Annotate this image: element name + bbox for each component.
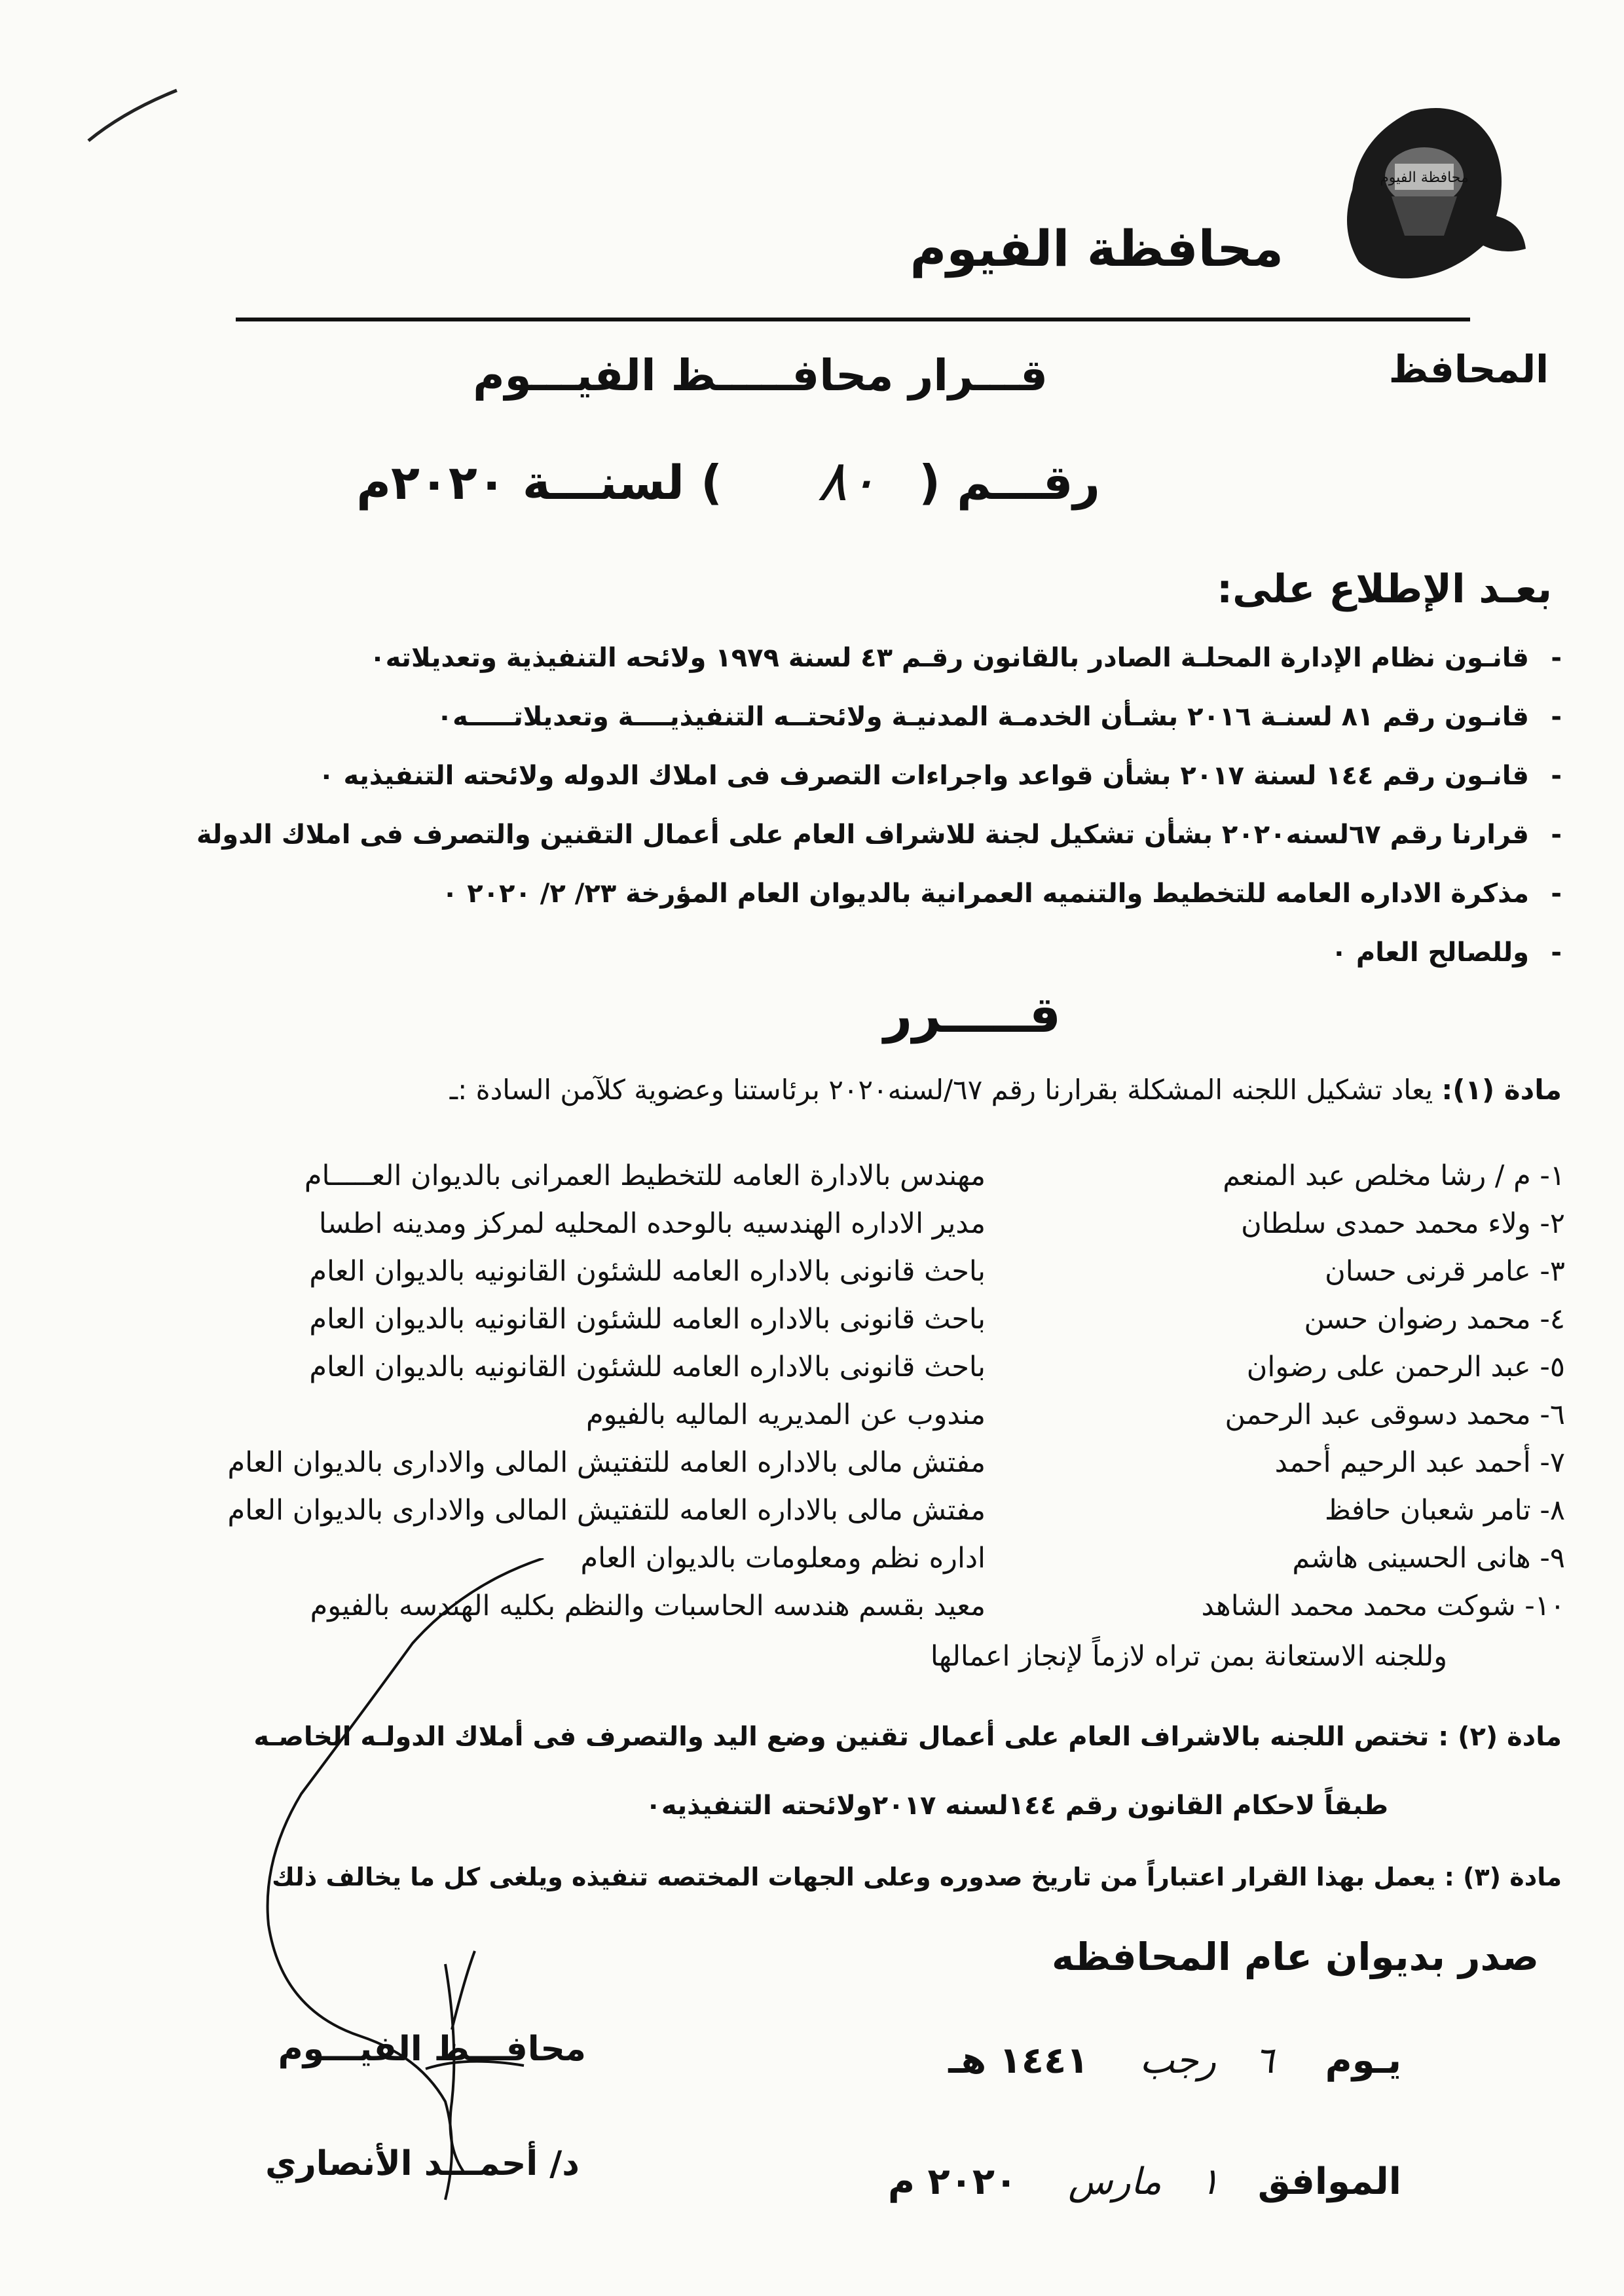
hijri-date-line — [948, 2039, 1401, 2082]
member-role: مهندس بالادارة العامه للتخطيط العمرانى بالديوان العـــــام — [304, 1159, 986, 1192]
member-name: ١- م / رشا مخلص عبد المنعم — [1223, 1159, 1565, 1192]
article-2-text: تختص اللجنه بالاشراف العام على أعمال تقنين وضع اليد والتصرف فى أملاك الدولـه الخاصـه — [253, 1722, 1430, 1752]
member-row — [59, 1439, 1565, 1487]
member-row — [59, 1248, 1565, 1296]
member-name: ٣- عامر قرنى حسان — [1325, 1255, 1565, 1288]
gregorian-date-line — [888, 2160, 1401, 2203]
reference-text: قرارنا رقم ٦٧لسنه٢٠٢٠ بشأن تشكيل لجنة للاشراف العام على أعمال التقنين والتصرف فى املاك الدولة — [196, 820, 1529, 850]
member-name: ٢- ولاء محمد حمدى سلطان — [1241, 1207, 1565, 1240]
signatory-title: محافـــظ الفيـــوم — [278, 2030, 586, 2069]
reference-text: قانـون نظام الإدارة المحلـة الصادر بالقانون رقـم ٤٣ لسنة ١٩٧٩ ولائحه التنفيذية وتعديلاته٠ — [369, 643, 1529, 673]
article-1-label: مادة (١): — [1441, 1074, 1562, 1106]
member-row — [59, 1152, 1565, 1200]
governorate-emblem — [1333, 98, 1529, 288]
reference-item: -مذكرة الاداره العامه للتخطيط والتنميه العمرانية بالديوان العام المؤرخة ٢٣/ ٢/ ٢٠٢٠ ٠ — [441, 879, 1562, 909]
reference-item: -قانـون رقم ٨١ لسنـة ٢٠١٦ بشـأن الخدمـة المدنيـة ولائحتــه التنفيذيــــة وتعديلاتـــــه٠ — [436, 702, 1562, 732]
member-role: مفتش مالى بالاداره العامه للتفتيش المالى والادارى بالديوان العام — [227, 1494, 986, 1527]
article-3-text: يعمل بهذا القرار اعتباراً من تاريخ صدوره وعلى الجهات المختصه تنفيذه ويلغى كل ما يخالف ذلك — [272, 1863, 1436, 1891]
greg-year: ٢٠٢٠ م — [887, 2160, 1018, 2203]
member-role: اداره نظم ومعلومات بالديوان العام — [580, 1542, 986, 1575]
governorate-name: محافظة الفيوم — [910, 219, 1283, 278]
issuer-label: المحافظ — [1388, 347, 1549, 392]
reference-item: -قرارنا رقم ٦٧لسنه٢٠٢٠ بشأن تشكيل لجنة للاشراف العام على أعمال التقنين والتصرف فى املاك الدولة — [196, 820, 1562, 850]
member-name: ٦- محمد دسوقى عبد الرحمن — [1225, 1398, 1565, 1431]
signatory-name: د/ أحمـــد الأنصاري — [265, 2144, 580, 2183]
member-row — [59, 1343, 1565, 1391]
member-role: مدير الاداره الهندسيه بالوحده المحليه لمركز ومدينه اطسا — [318, 1207, 986, 1240]
preamble-references — [101, 635, 1562, 989]
member-name: ٩- هانى الحسينى هاشم — [1292, 1542, 1565, 1575]
member-role: مندوب عن المديريه الماليه بالفيوم — [586, 1398, 986, 1431]
decree-heading: قـــــرر — [883, 985, 1061, 1044]
member-row — [59, 1391, 1565, 1439]
article-1-text: يعاد تشكيل اللجنه المشكلة بقرارنا رقم ٦٧/لسنه٢٠٢٠ برئاستنا وعضوية كلآمن السادة :ـ — [449, 1074, 1433, 1106]
member-name: ١٠- شوكت محمد محمد الشاهد — [1201, 1590, 1565, 1622]
member-name: ٥- عبد الرحمن على رضوان — [1246, 1351, 1565, 1383]
member-row — [59, 1200, 1565, 1248]
reference-text: وللصالح العام ٠ — [1331, 938, 1529, 968]
article-3-label: مادة (٣) : — [1444, 1863, 1562, 1891]
reference-item: -قانـون رقم ١٤٤ لسنة ٢٠١٧ بشأن قواعد واجراءات التصرف فى املاك الدوله ولائحته التنفيذيه ٠ — [318, 761, 1562, 791]
member-name: ٧- أحمد عبد الرحيم أحمد — [1274, 1446, 1565, 1479]
member-row — [59, 1487, 1565, 1535]
reference-item: -قانـون نظام الإدارة المحلـة الصادر بالقانون رقـم ٤٣ لسنة ١٩٧٩ ولائحه التنفيذية وتعديلاته٠ — [369, 643, 1562, 673]
year-label: ) لسنـــة ٢٠٢٠م — [356, 455, 722, 510]
member-name: ٤- محمد رضوان حسن — [1304, 1303, 1565, 1336]
header-divider — [236, 318, 1470, 321]
article-1 — [56, 1074, 1562, 1106]
member-role: باحث قانونى بالاداره العامه للشئون القانونيه بالديوان العام — [309, 1255, 986, 1288]
member-role: باحث قانونى بالاداره العامه للشئون القانونيه بالديوان العام — [309, 1351, 986, 1383]
member-role: باحث قانونى بالاداره العامه للشئون القانونيه بالديوان العام — [309, 1303, 986, 1336]
decision-title: قـــرار محافـــــظ الفيـــوم — [473, 350, 1048, 401]
decision-number-line — [356, 455, 1100, 510]
greg-month: مارس — [1068, 2160, 1162, 2203]
reference-item: -وللصالح العام ٠ — [1331, 938, 1562, 968]
article-2-label: مادة (٢) : — [1438, 1722, 1562, 1752]
member-role: معيد بقسم هندسه الحاسبات والنظم بكليه الهندسه بالفيوم — [310, 1590, 986, 1622]
member-row — [59, 1296, 1565, 1343]
reference-text: قانـون رقم ٨١ لسنـة ٢٠١٦ بشـأن الخدمـة المدنيـة ولائحتــه التنفيذيــــة وتعديلاتـــــه٠ — [436, 702, 1529, 732]
member-name: ٨- تامر شعبان حافظ — [1325, 1494, 1565, 1527]
pen-stroke-mark — [85, 85, 183, 151]
preamble-heading: بعـد الإطلاع على: — [1217, 566, 1552, 612]
hijri-day: ٦ — [1254, 2039, 1274, 2082]
number-label: رقـــم ( — [919, 455, 1100, 510]
assistance-note: وللجنه الاستعانة بمن تراه لازماً لإنجاز اعمالها — [930, 1640, 1447, 1673]
reference-text: قانـون رقم ١٤٤ لسنة ٢٠١٧ بشأن قواعد واجراءات التصرف فى املاك الدوله ولائحته التنفيذيه ٠ — [318, 761, 1529, 791]
hijri-month: رجب — [1139, 2039, 1217, 2082]
article-2-continuation: طبقاً لاحكام القانون رقم ١٤٤لسنه ٢٠١٧ولائحته التنفيذيه٠ — [645, 1791, 1388, 1821]
day-label: يـوم — [1325, 2039, 1401, 2082]
handwritten-decision-number: ٨٠ — [817, 448, 877, 514]
hijri-year: ١٤٤١ هـ — [948, 2039, 1089, 2082]
handwritten-signature — [249, 1558, 786, 2213]
reference-text: مذكرة الاداره العامه للتخطيط والتنميه العمرانية بالديوان العام المؤرخة ٢٣/ ٢/ ٢٠٢٠ ٠ — [441, 879, 1529, 909]
agreed-label: الموافق — [1257, 2160, 1401, 2203]
issued-at: صدر بديوان عام المحافظه — [1051, 1935, 1539, 1979]
emblem-label: محافظة الفيوم — [1380, 170, 1469, 186]
greg-day: ١ — [1200, 2160, 1220, 2203]
member-role: مفتش مالى بالاداره العامه للتفتيش المالى والادارى بالديوان العام — [227, 1446, 986, 1479]
